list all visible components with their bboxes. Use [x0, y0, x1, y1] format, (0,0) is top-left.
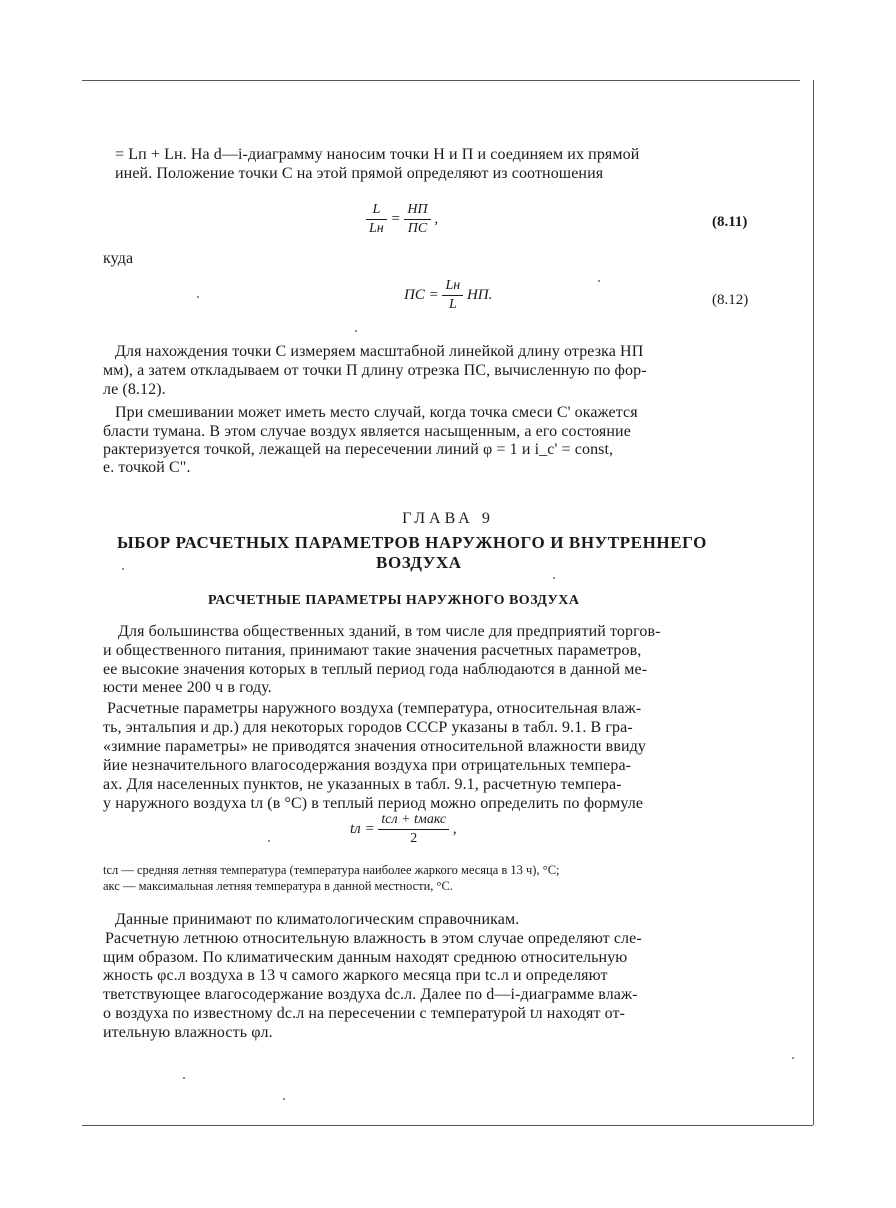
- text-line: е. точкой С".: [103, 459, 191, 476]
- fraction-denominator: Lн: [369, 221, 384, 236]
- equation-tail: ,: [452, 821, 457, 837]
- scan-speck: [355, 330, 357, 332]
- fraction-numerator: НП: [404, 202, 430, 220]
- scan-speck: [792, 1057, 794, 1059]
- text-line: = Lп + Lн. На d—i-диаграмму наносим точки Н и П и соединяем их прямой: [115, 146, 640, 163]
- text-line: мм), а затем откладываем от точки П длину отрезка ПС, вычисленную по фор-: [103, 362, 647, 379]
- equation-8-12: [404, 278, 492, 313]
- section-title: РАСЧЕТНЫЕ ПАРАМЕТРЫ НАРУЖНОГО ВОЗДУХА: [208, 593, 580, 608]
- page-border-bottom: [82, 1125, 813, 1126]
- page-border-right: [813, 80, 814, 1125]
- text-line: При смешивании может иметь место случай, когда точка смеси С' окажется: [115, 404, 638, 421]
- fraction-denominator: L: [448, 297, 457, 312]
- text-line: «зимние параметры» не приводятся значения относительной влажности ввиду: [103, 738, 646, 755]
- equation-lhs: ПС =: [404, 287, 439, 303]
- text-line: ле (8.12).: [103, 381, 166, 398]
- scan-speck: [197, 296, 199, 298]
- fraction: [404, 202, 430, 237]
- text-line: ее высокие значения которых в теплый период года наблюдаются в данной ме-: [103, 661, 648, 678]
- fraction-denominator: ПС: [407, 221, 428, 236]
- text-line: Данные принимают по климатологическим справочникам.: [115, 911, 520, 928]
- fraction-denominator: 2: [410, 831, 418, 846]
- text-line: юсти менее 200 ч в году.: [103, 679, 272, 696]
- fraction-numerator: Lн: [442, 278, 463, 296]
- page-border-top: [82, 80, 800, 81]
- note-line: tсл — средняя летняя температура (температура наиболее жаркого месяца в 13 ч), °С;: [103, 863, 560, 877]
- text-line: ительную влажность φл.: [103, 1024, 273, 1041]
- fraction-numerator: tсл + tмакс: [378, 812, 449, 830]
- text-line: Для нахождения точки С измеряем масштабной линейкой длину отрезка НП: [115, 343, 644, 360]
- scan-speck: [598, 280, 600, 282]
- text-line: тветствующее влагосодержание воздуха dс.л. Далее по d—i-диаграмме влаж-: [103, 986, 638, 1003]
- text-line: иней. Положение точки С на этой прямой определяют из соотношения: [115, 165, 604, 182]
- scan-speck: [553, 577, 555, 579]
- text-line: и общественного питания, принимают такие значения расчетных параметров,: [103, 642, 642, 659]
- text-line: бласти тумана. В этом случае воздух является насыщенным, а его состояние: [103, 423, 631, 440]
- fraction: [442, 278, 463, 313]
- scan-speck: [122, 568, 124, 570]
- equation-lhs: tл =: [350, 821, 375, 837]
- text-line: у наружного воздуха tл (в °С) в теплый период можно определить по формуле: [103, 795, 644, 812]
- equation-rhs: НП.: [466, 287, 493, 303]
- text-line: ах. Для населенных пунктов, не указанных в табл. 9.1, расчетную темпера-: [103, 776, 622, 793]
- chapter-title-continued: ВОЗДУХА: [376, 553, 462, 572]
- text-line: жность φс.л воздуха в 13 ч самого жаркого месяца при tс.л и определяют: [103, 967, 608, 984]
- text-line: йие незначительного влагосодержания воздуха при отрицательных темпера-: [103, 757, 632, 774]
- scan-speck: [183, 1077, 185, 1079]
- text-line: ть, энтальпия и др.) для некоторых городов СССР указаны в табл. 9.1. В гра-: [103, 719, 633, 736]
- text-line: Расчетные параметры наружного воздуха (температура, относительная влаж-: [107, 700, 642, 717]
- text-line: о воздуха по известному dс.л на пересечении с температурой tл находят от-: [103, 1005, 626, 1022]
- equation-tail: ,: [434, 211, 439, 227]
- equation-number: (8.11): [712, 214, 748, 230]
- fraction: [366, 202, 387, 237]
- equals-sign: =: [390, 211, 401, 227]
- text-word-kuda: куда: [103, 250, 134, 267]
- equation-8-11: [366, 202, 438, 237]
- chapter-label: ГЛАВА 9: [402, 510, 494, 527]
- text-line: Расчетную летнюю относительную влажность в этом случае определяют сле-: [105, 930, 642, 947]
- fraction: [378, 812, 449, 847]
- note-line: акс — максимальная летняя температура в данной местности, °С.: [103, 879, 453, 893]
- chapter-title: ЫБОР РАСЧЕТНЫХ ПАРАМЕТРОВ НАРУЖНОГО И ВНУТРЕННЕГО: [117, 533, 708, 552]
- scan-speck: [283, 1098, 285, 1100]
- text-line: Для большинства общественных зданий, в том числе для предприятий торгов-: [118, 623, 661, 640]
- equation-number: (8.12): [712, 292, 749, 308]
- text-line: рактеризуется точкой, лежащей на пересечении линий φ = 1 и i_c' = const,: [103, 441, 614, 458]
- fraction-numerator: L: [366, 202, 387, 220]
- text-line: щим образом. По климатическим данным находят среднюю относительную: [103, 949, 628, 966]
- scan-speck: [268, 840, 270, 842]
- equation-t-l: [350, 812, 457, 847]
